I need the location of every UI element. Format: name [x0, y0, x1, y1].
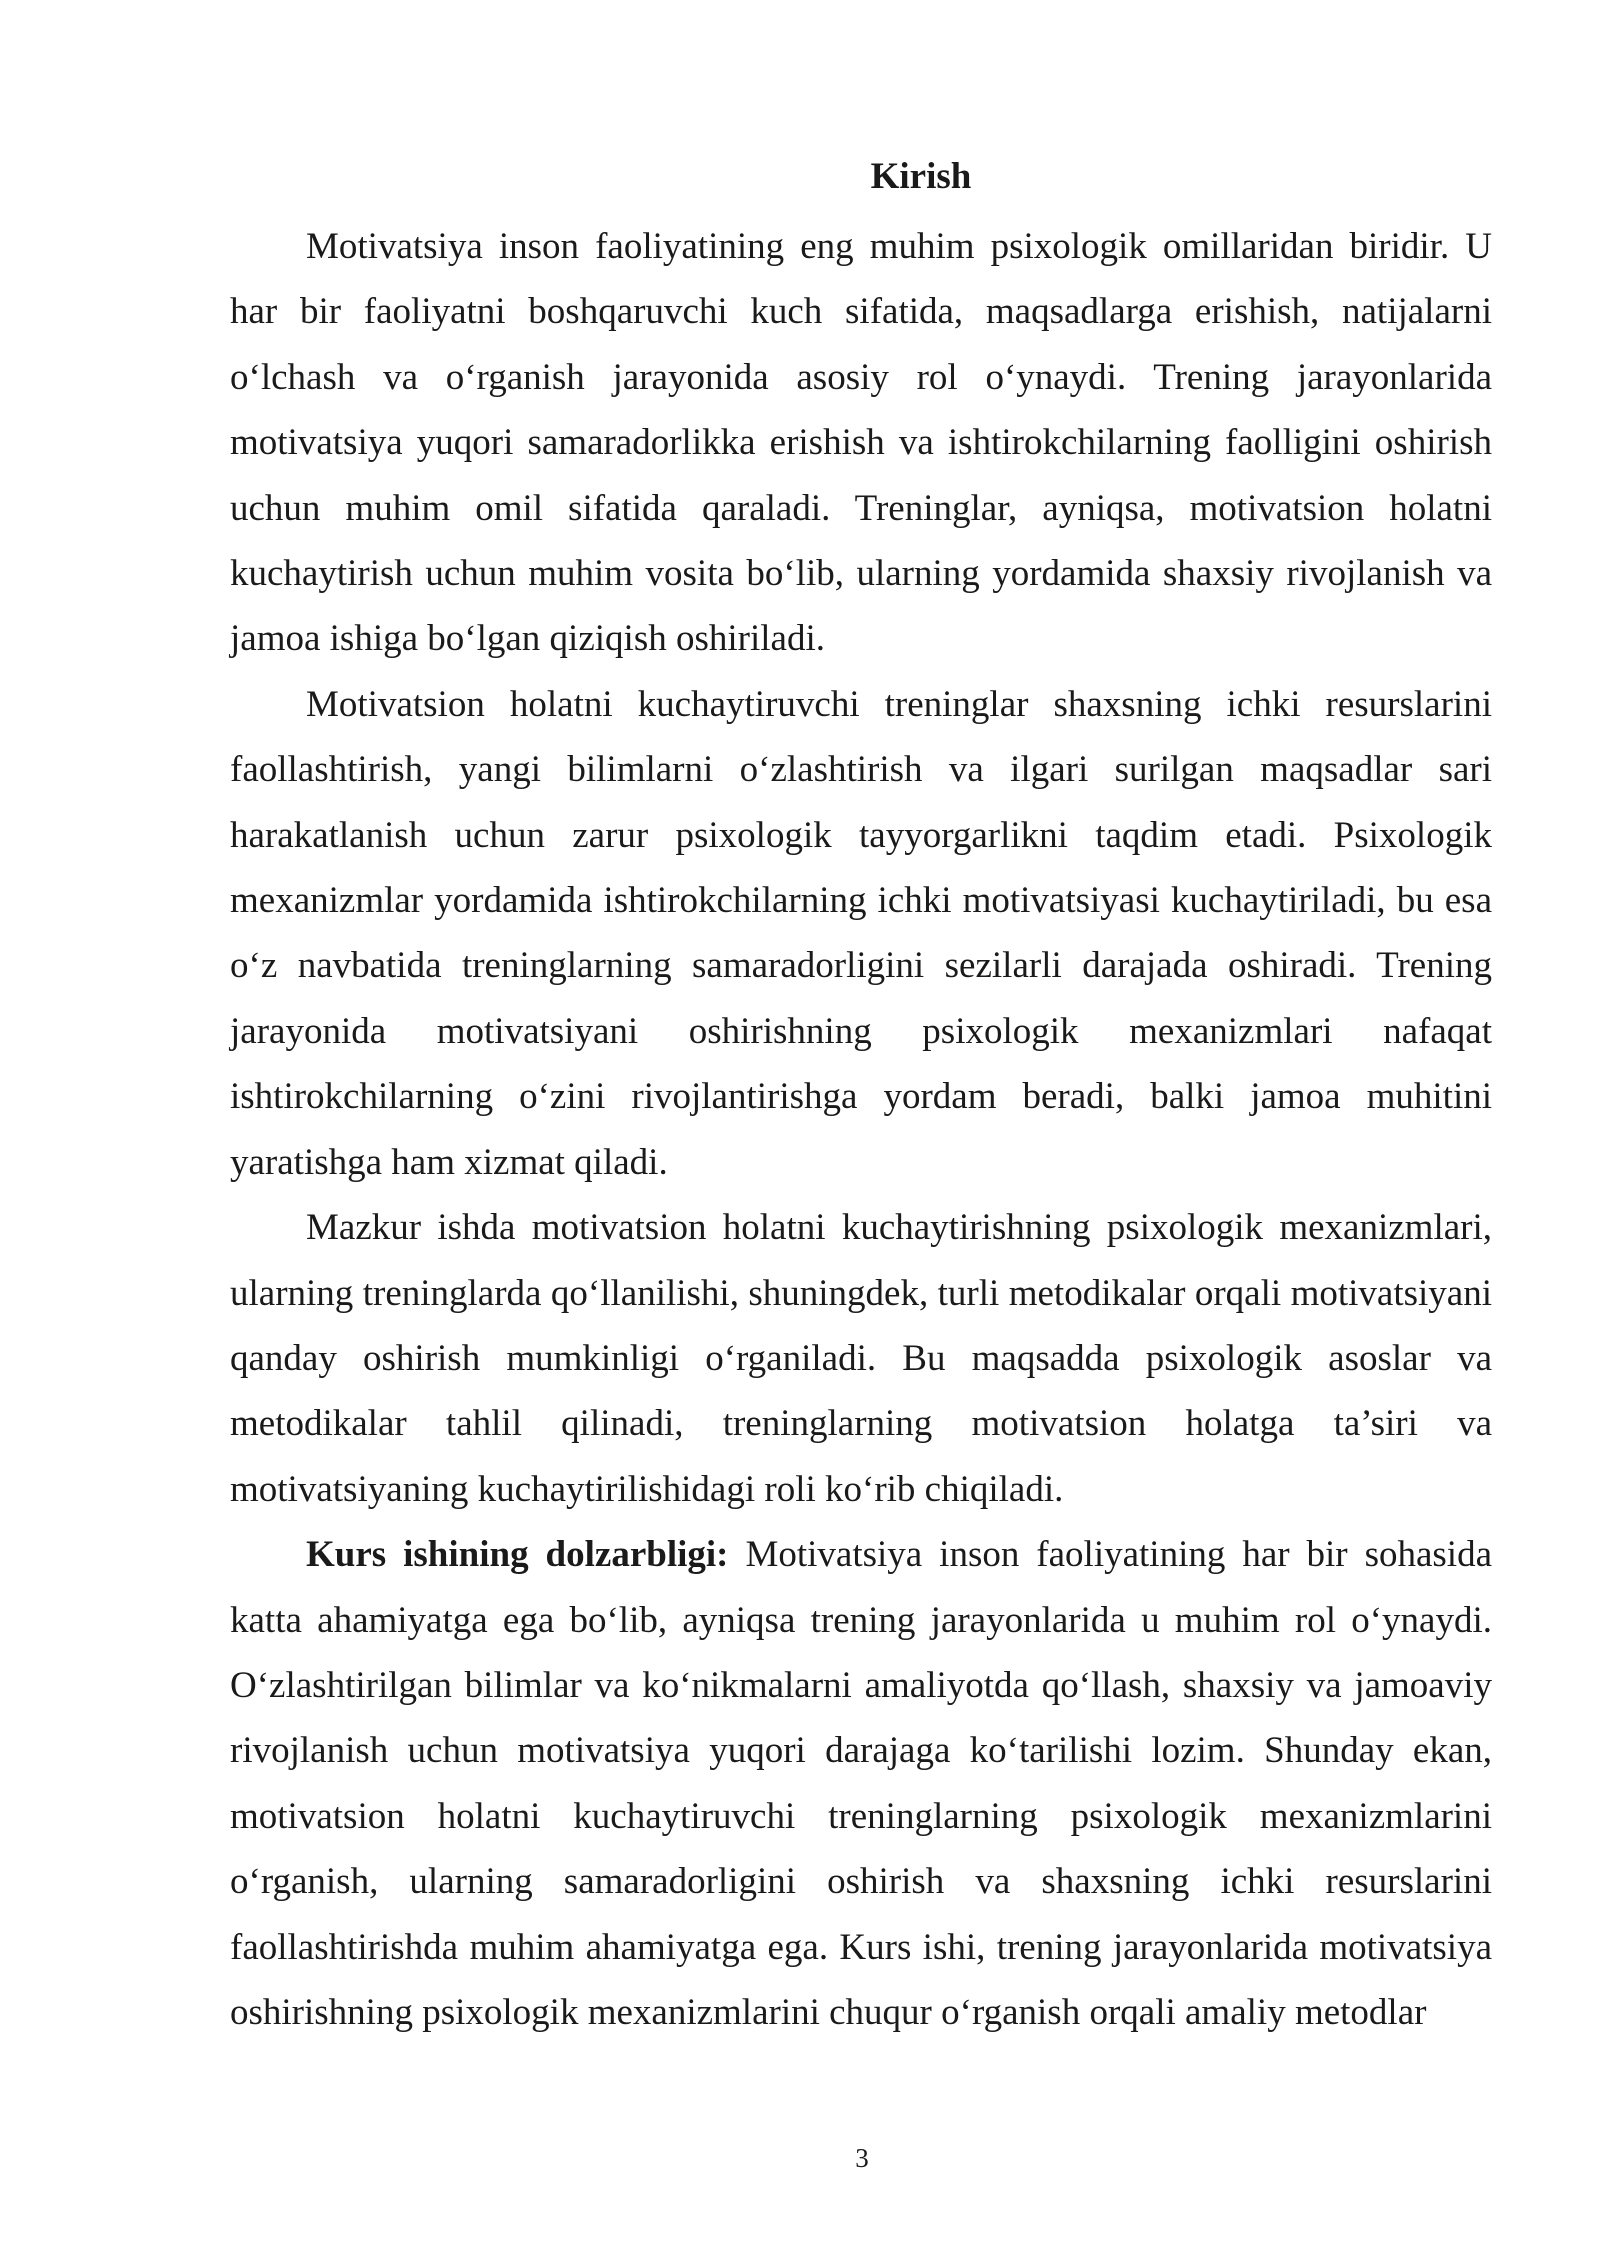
paragraph-trainings: Motivatsion holatni kuchaytiruvchi treninglar shaxsning ichki resurslarini faollashtirish, yangi bilimlarni o‘zlashtirish va ilgari surilgan maqsadlar sari harakatlanish uchun zarur psixologik tayyorgarlikni taqdim etadi. Psixologik mexanizmlar yordamida ishtirokchilarning ichki motivatsiyasi kuchaytiriladi, bu esa o‘z navbatida treninglarning samaradorligini sezilarli darajada oshiradi. Trening jarayonida motivatsiyani oshirishning psixologik mexanizmlari nafaqat ishtirokchilarning o‘zini rivojlantirishga yordam beradi, balki jamoa muhitini yaratishga ham xizmat qiladi. [230, 683, 1492, 1183]
relevance-text: Motivatsiya inson faoliyatining har bir sohasida katta ahamiyatga ega bo‘lib, ayniqsa trening jarayonlarida u muhim rol o‘ynaydi. O‘zlashtirilgan bilimlar va ko‘nikmalarni amaliyotda qo‘llash, shaxsiy va jamoaviy rivojlanish uchun motivatsiya yuqori darajaga ko‘tarilishi lozim. Shunday ekan, motivatsion holatni kuchaytiruvchi treninglarning psixologik mexanizmlarini o‘rganish, ularning samaradorligini oshirish va shaxsning ichki resurslarini faollashtirishda muhim ahamiyatga ega. Kurs ishi, trening jarayonlarida motivatsiya oshirishning psixologik mexanizmlarini chuqur o‘rganish orqali amaliy metodlar [230, 1534, 1492, 2033]
relevance-lead: Kurs ishining dolzarbligi: [306, 1534, 729, 1576]
page-number: 3 [855, 2143, 869, 2173]
paragraph-introduction: Motivatsiya inson faoliyatining eng muhim psixologik omillaridan biridir. U har bir faoliyatni boshqaruvchi kuch sifatida, maqsadlarga erishish, natijalarni o‘lchash va o‘rganish jarayonida asosiy rol o‘ynaydi. Trening jarayonlarida motivatsiya yuqori samaradorlikka erishish va ishtirokchilarning faolligini oshirish uchun muhim omil sifatida qaraladi. Treninglar, ayniqsa, motivatsion holatni kuchaytirish uchun muhim vosita bo‘lib, ularning yordamida shaxsiy rivojlanish va jamoa ishiga bo‘lgan qiziqish oshiriladi. [230, 226, 1492, 660]
section-heading: Kirish [870, 156, 972, 197]
page-body [230, 148, 1492, 2045]
paragraph-relevance [230, 1522, 1492, 2045]
paragraph-research-scope: Mazkur ishda motivatsion holatni kuchaytirishning psixologik mexanizmlari, ularning treninglarda qo‘llanilishi, shuningdek, turli metodikalar orqali motivatsiyani qanday oshirish mumkinligi o‘rganiladi. Bu maqsadda psixologik asoslar va metodikalar tahlil qilinadi, treninglarning motivatsion holatga ta’siri va motivatsiyaning kuchaytirilishidagi roli ko‘rib chiqiladi. [230, 1207, 1492, 1510]
